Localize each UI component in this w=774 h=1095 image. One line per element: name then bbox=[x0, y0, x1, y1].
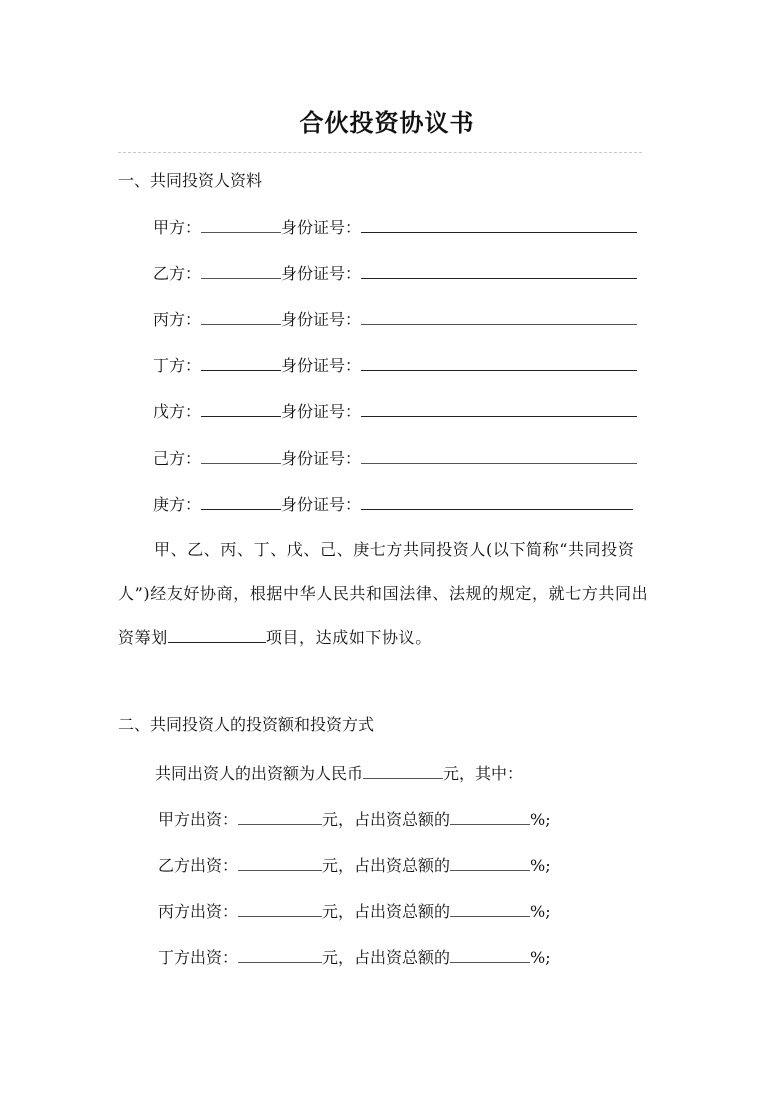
id-label: 身份证号： bbox=[281, 402, 362, 421]
party-row-yi bbox=[153, 261, 637, 285]
name-blank[interactable] bbox=[201, 261, 281, 279]
section1-heading: 一、共同投资人资料 bbox=[118, 171, 263, 190]
contribution-label: 丙方出资： bbox=[158, 902, 239, 921]
yuan-text: 元，占出资总额的 bbox=[322, 902, 451, 921]
name-blank[interactable] bbox=[201, 353, 281, 371]
title-divider bbox=[118, 152, 642, 153]
percent-sign: %; bbox=[530, 902, 551, 921]
contribution-row-yi bbox=[158, 853, 551, 877]
amount-blank[interactable] bbox=[238, 945, 322, 963]
amount-blank[interactable] bbox=[238, 807, 322, 825]
amount-blank[interactable] bbox=[238, 853, 322, 871]
id-label: 身份证号： bbox=[281, 449, 362, 468]
contribution-label: 丁方出资： bbox=[158, 948, 239, 967]
document-title: 合伙投资协议书 bbox=[299, 108, 475, 137]
party-label: 乙方： bbox=[153, 264, 202, 283]
party-row-wu bbox=[153, 399, 637, 423]
yuan-text: 元，占出资总额的 bbox=[322, 948, 451, 967]
id-number-blank[interactable] bbox=[361, 215, 637, 233]
contribution-row-ding bbox=[158, 945, 551, 969]
yuan-text: 元，占出资总额的 bbox=[322, 810, 451, 829]
id-label: 身份证号： bbox=[281, 356, 362, 375]
party-row-ji bbox=[153, 446, 637, 470]
id-number-blank[interactable] bbox=[361, 446, 637, 464]
contribution-row-bing bbox=[158, 899, 551, 923]
party-label: 丁方： bbox=[153, 356, 202, 375]
total-suffix: 元，其中： bbox=[443, 764, 524, 783]
name-blank[interactable] bbox=[201, 446, 281, 464]
id-label: 身份证号： bbox=[281, 310, 362, 329]
percent-blank[interactable] bbox=[450, 807, 530, 825]
id-number-blank[interactable] bbox=[361, 261, 637, 279]
id-number-blank[interactable] bbox=[361, 399, 637, 417]
party-label: 戊方： bbox=[153, 402, 202, 421]
name-blank[interactable] bbox=[201, 492, 281, 510]
id-number-blank[interactable] bbox=[361, 307, 637, 325]
section2-heading: 二、共同投资人的投资额和投资方式 bbox=[118, 715, 375, 734]
party-label: 庚方： bbox=[153, 495, 202, 514]
percent-blank[interactable] bbox=[450, 945, 530, 963]
id-number-blank[interactable] bbox=[361, 353, 637, 371]
party-row-ding bbox=[153, 353, 637, 377]
percent-blank[interactable] bbox=[450, 853, 530, 871]
percent-sign: %; bbox=[530, 810, 551, 829]
name-blank[interactable] bbox=[201, 399, 281, 417]
total-amount-blank[interactable] bbox=[363, 761, 443, 779]
id-number-blank[interactable] bbox=[361, 492, 633, 510]
party-row-jia bbox=[153, 215, 637, 239]
party-label: 甲方： bbox=[153, 218, 202, 237]
total-prefix: 共同出资人的出资额为人民币 bbox=[155, 764, 364, 783]
id-label: 身份证号： bbox=[281, 495, 362, 514]
yuan-text: 元，占出资总额的 bbox=[322, 856, 451, 875]
party-row-bing bbox=[153, 307, 637, 331]
contribution-label: 乙方出资： bbox=[158, 856, 239, 875]
percent-sign: %; bbox=[530, 948, 551, 967]
party-label: 己方： bbox=[153, 449, 202, 468]
name-blank[interactable] bbox=[201, 307, 281, 325]
id-label: 身份证号： bbox=[281, 264, 362, 283]
contribution-row-jia bbox=[158, 807, 551, 831]
amount-blank[interactable] bbox=[238, 899, 322, 917]
intro-text-end: 项目，达成如下协议。 bbox=[265, 628, 432, 647]
id-label: 身份证号： bbox=[281, 218, 362, 237]
intro-text: 甲、乙、丙、丁、戊、己、庚七方共同投资人(以下简称“共同投资人”)经友好协商，根据中华人民共和国法律、法规的规定，就七方共同出资筹划 bbox=[118, 540, 649, 647]
total-amount-row bbox=[155, 761, 523, 785]
name-blank[interactable] bbox=[201, 215, 281, 233]
intro-paragraph bbox=[118, 528, 658, 660]
percent-sign: %; bbox=[530, 856, 551, 875]
project-name-blank[interactable] bbox=[168, 625, 266, 643]
party-label: 丙方： bbox=[153, 310, 202, 329]
party-row-geng bbox=[153, 492, 633, 516]
contribution-label: 甲方出资： bbox=[158, 810, 239, 829]
percent-blank[interactable] bbox=[450, 899, 530, 917]
